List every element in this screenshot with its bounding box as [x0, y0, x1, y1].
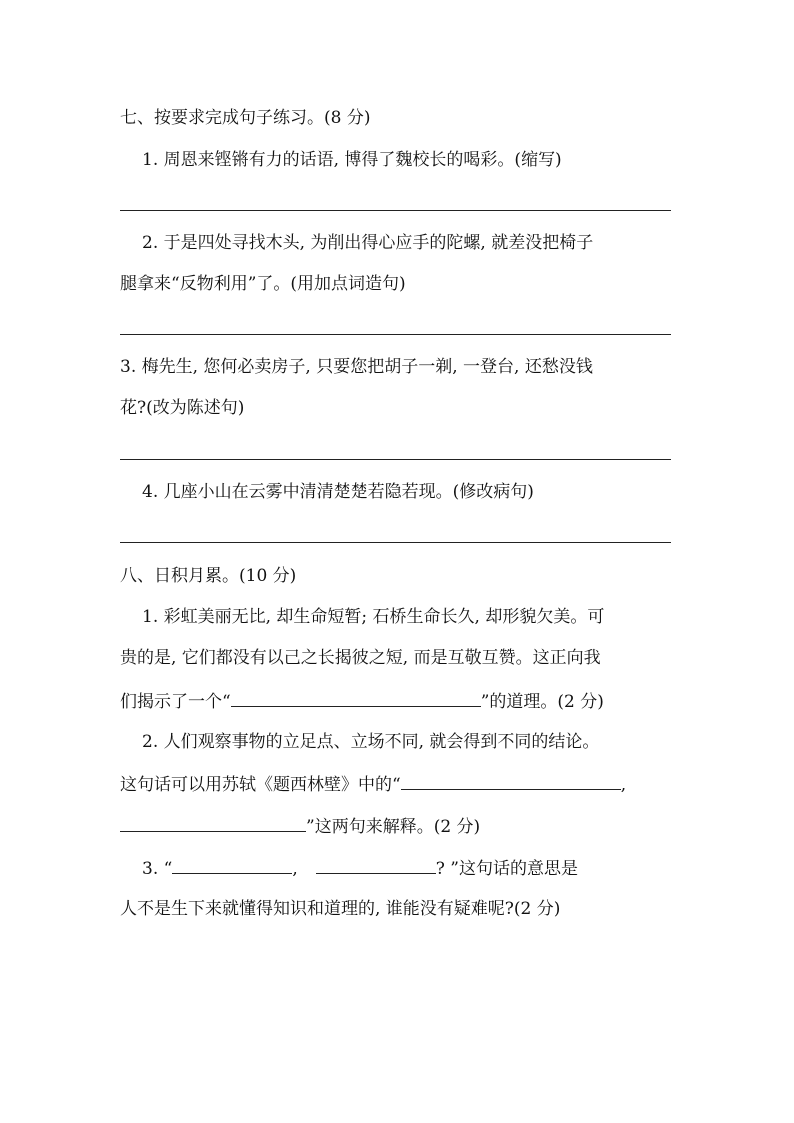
question-8-2-line-3 [120, 813, 480, 839]
answer-line-7-1[interactable] [120, 210, 671, 211]
answer-line-7-2[interactable] [120, 334, 671, 335]
question-8-1-line-3-text: 们揭示了一个“ [120, 692, 231, 712]
comma: , [292, 859, 298, 879]
question-7-1: 1. 周恩来铿锵有力的话语, 博得了魏校长的喝彩。(缩写) [142, 150, 562, 170]
answer-line-7-4[interactable] [120, 542, 671, 543]
fill-blank-8-2-b[interactable] [120, 813, 306, 832]
answer-line-7-3[interactable] [120, 459, 671, 460]
question-7-4: 4. 几座小山在云雾中清清楚楚若隐若现。(修改病句) [142, 482, 534, 502]
fill-blank-8-3-a[interactable] [172, 855, 292, 874]
question-8-2-line-1: 2. 人们观察事物的立足点、立场不同, 就会得到不同的结论。 [142, 732, 600, 752]
question-7-3-line-1: 3. 梅先生, 您何必卖房子, 只要您把胡子一剃, 一登台, 还愁没钱 [120, 357, 593, 377]
question-8-3-line-2: 人不是生下来就懂得知识和道理的, 谁能没有疑难呢?(2 分) [120, 899, 561, 919]
fill-blank-8-1[interactable] [231, 688, 481, 707]
question-7-2-line-1: 2. 于是四处寻找木头, 为削出得心应手的陀螺, 就差没把椅子 [142, 233, 594, 253]
question-8-1-line-3 [120, 688, 604, 714]
question-8-2-line-2 [120, 771, 626, 797]
question-7-3-line-2: 花?(改为陈述句) [120, 398, 245, 418]
question-8-1-line-1: 1. 彩虹美丽无比, 却生命短暂; 石桥生命长久, 却形貌欠美。可 [142, 607, 605, 627]
question-8-1-line-3-end: ”的道理。(2 分) [480, 692, 604, 712]
section-8-title: 八、日积月累。(10 分) [120, 566, 297, 586]
question-8-2-line-2-text: 这句话可以用苏轼《题西林壁》中的“ [120, 775, 401, 795]
question-8-1-line-2: 贵的是, 它们都没有以己之长揭彼之短, 而是互敬互赞。这正向我 [120, 648, 601, 668]
comma: , [620, 775, 627, 795]
question-8-3-line-1 [142, 855, 578, 881]
question-8-3-line-1-end: ? ”这句话的意思是 [435, 859, 578, 879]
question-7-2-line-2: 腿拿来“反物利用”了。(用加点词造句) [120, 274, 406, 294]
question-8-3-open-quote: 3. “ [142, 859, 173, 879]
fill-blank-8-3-b[interactable] [316, 855, 436, 874]
fill-blank-8-2-a[interactable] [401, 771, 621, 790]
question-8-2-line-3-text: ”这两句来解释。(2 分) [306, 817, 481, 837]
section-7-title: 七、按要求完成句子练习。(8 分) [120, 108, 371, 128]
